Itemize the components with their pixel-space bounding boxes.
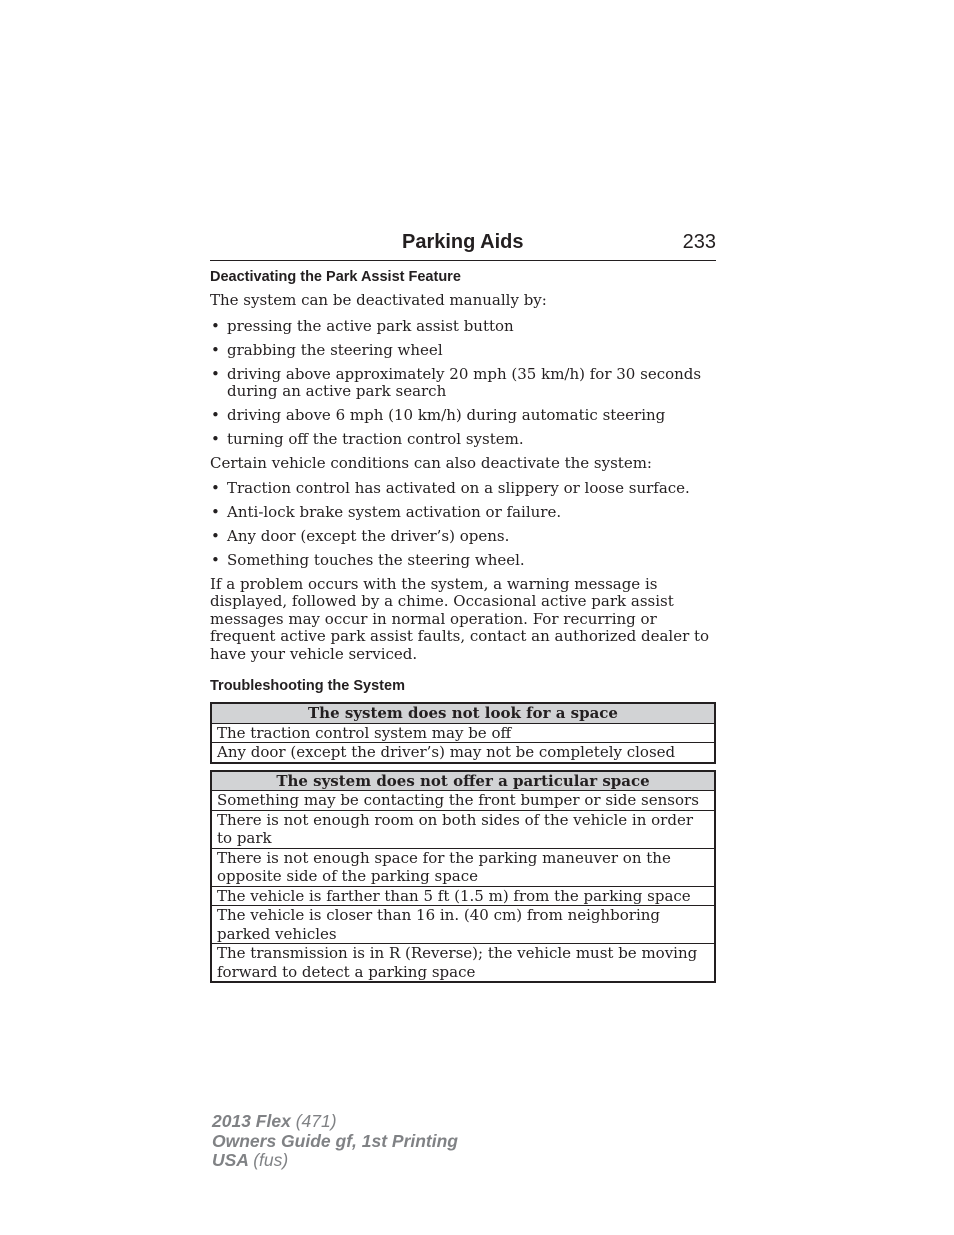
table-header: The system does not look for a space <box>211 703 715 723</box>
page-number: 233 <box>682 231 716 253</box>
troubleshooting-table-no-offer <box>210 770 716 984</box>
list-item: • driving above approximately 20 mph (35 km/h) for 30 seconds during an active park search <box>210 366 716 401</box>
list-item: • Anti-lock brake system activation or failure. <box>210 504 716 522</box>
table-cell: Something may be contacting the front bumper or side sensors <box>211 791 715 811</box>
table-row <box>211 791 715 811</box>
table-row <box>211 743 715 763</box>
footer-market-line <box>212 1151 458 1171</box>
table-cell: There is not enough space for the parking maneuver on the opposite side of the parking space <box>211 848 715 886</box>
table-row <box>211 944 715 983</box>
section-heading-deactivating: Deactivating the Park Assist Feature <box>210 269 461 285</box>
list-item: • Traction control has activated on a slippery or loose surface. <box>210 480 716 498</box>
footer-model-line <box>212 1112 458 1132</box>
troubleshooting-table-no-search <box>210 702 716 764</box>
table-cell: The traction control system may be off <box>211 723 715 743</box>
footer-market-code: (fus) <box>253 1150 289 1170</box>
page-content <box>210 268 716 983</box>
footer-market: USA <box>212 1150 249 1170</box>
list-item: • Something touches the steering wheel. <box>210 552 716 570</box>
section-heading-troubleshooting: Troubleshooting the System <box>210 678 405 694</box>
table-row <box>211 848 715 886</box>
table-cell: The transmission is in R (Reverse); the vehicle must be moving forward to detect a parking space <box>211 944 715 983</box>
conditions-list <box>210 480 716 570</box>
table-row <box>211 886 715 906</box>
table-cell: There is not enough room on both sides of the vehicle in order to park <box>211 810 715 848</box>
manual-deactivation-list <box>210 318 716 449</box>
page-header <box>210 228 716 261</box>
list-item: • grabbing the steering wheel <box>210 342 716 360</box>
page-title: Parking Aids <box>402 231 524 253</box>
list-item: • turning off the traction control system. <box>210 431 716 449</box>
list-item: • Any door (except the driver’s) opens. <box>210 528 716 546</box>
table-row <box>211 723 715 743</box>
footer-guide: Owners Guide gf, 1st Printing <box>212 1130 458 1151</box>
problem-paragraph: If a problem occurs with the system, a warning message is displayed, followed by a chime. Occasional active park assist messages may occur in normal operation. For recurring or frequent active park assist faults, contact an authorized dealer to have your vehicle serviced. <box>210 574 710 663</box>
table-cell: Any door (except the driver’s) may not be completely closed <box>211 743 715 763</box>
footer-model: 2013 Flex <box>212 1111 291 1131</box>
manual-intro: The system can be deactivated manually by: <box>210 291 547 309</box>
table-cell: The vehicle is closer than 16 in. (40 cm) from neighboring parked vehicles <box>211 906 715 944</box>
list-item: • pressing the active park assist button <box>210 318 716 336</box>
table-cell: The vehicle is farther than 5 ft (1.5 m) from the parking space <box>211 886 715 906</box>
table-row <box>211 906 715 944</box>
table-header: The system does not offer a particular space <box>211 771 715 791</box>
list-item: • driving above 6 mph (10 km/h) during automatic steering <box>210 407 716 425</box>
footer-model-code: (471) <box>295 1111 337 1131</box>
table-row <box>211 810 715 848</box>
conditions-intro: Certain vehicle conditions can also deactivate the system: <box>210 454 652 472</box>
page-footer <box>212 1112 458 1171</box>
